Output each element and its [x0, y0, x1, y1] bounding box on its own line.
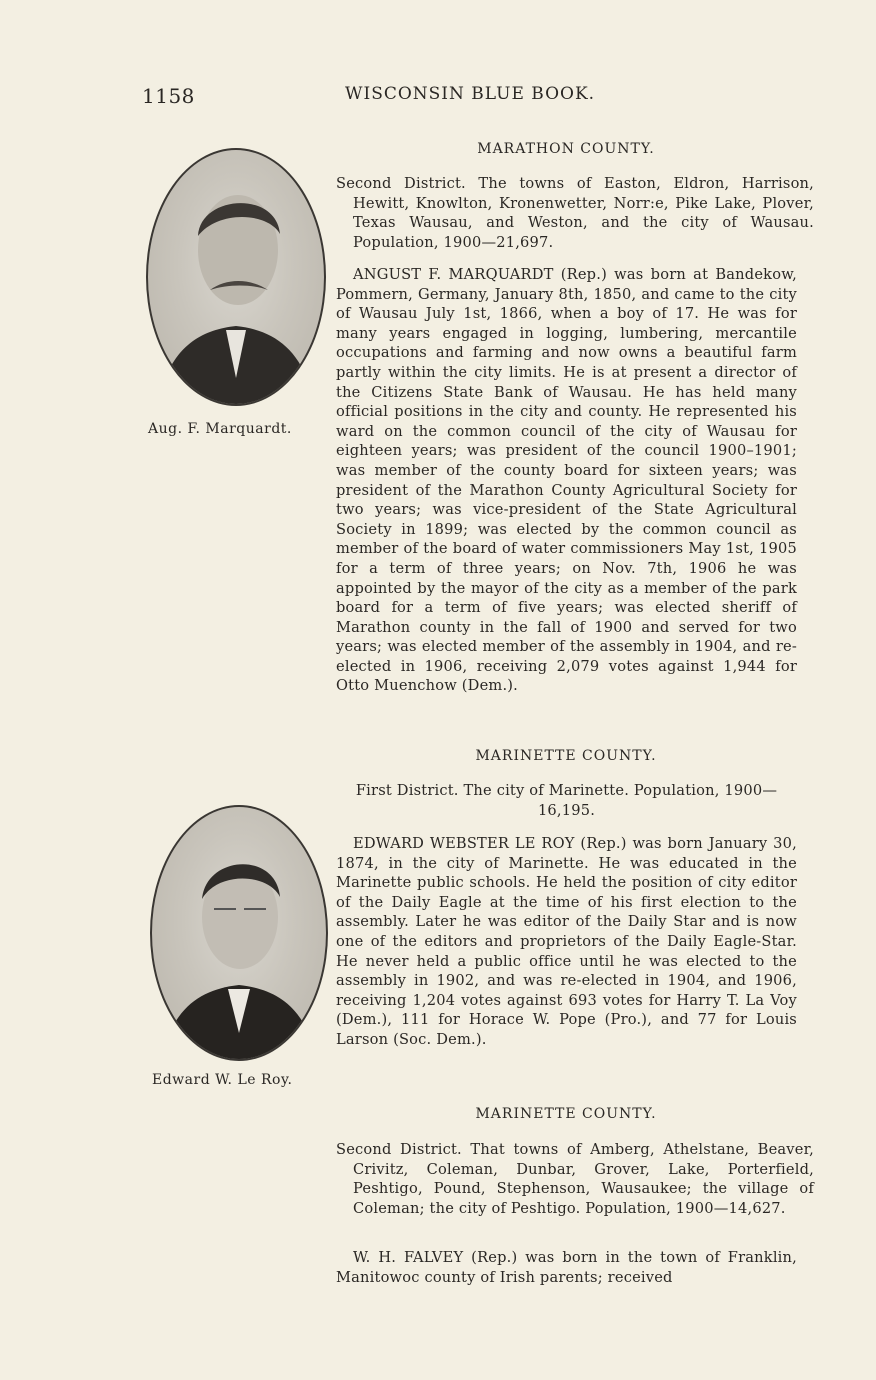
- portrait-caption: Edward W. Le Roy.: [152, 1072, 293, 1088]
- portrait-photo: [146, 148, 326, 406]
- biography-paragraph: ANGUST F. MARQUARDT (Rep.) was born at Bandekow, Pommern, Germany, January 8th, 1850, and came to the city of Wausau July 1st, 1866, when a boy of 17. He was for many years engaged in logging, lumbering, mercantile occupations and farming and now owns a beautiful farm partly within the city limits. He is at present a director of the Citizens State Bank of Wausau. He has held many official positions in the city and county. He represented his ward on the common council of the city of Wausau for eighteen years; was president of the council 1900–1901; was member of the county board for sixteen years; was president of the Marathon County Agricultural Society for two years; was vice-president of the State Agricultural Society in 1899; was elected by the common council as member of the board of water commissioners May 1st, 1905 for a term of three years; on Nov. 7th, 1906 he was appointed by the mayor of the city as a member of the park board for a term of five years; was elected sheriff of Marathon county in the fall of 1900 and served for two years; was elected member of the assembly in 1904, and re-elected in 1906, receiving 2,079 votes against 1,944 for Otto Muenchow (Dem.).: [336, 266, 797, 695]
- biography-paragraph: EDWARD WEBSTER LE ROY (Rep.) was born January 30, 1874, in the city of Marinette. He was educated in the Marinette public schools. He held the position of city editor of the Daily Eagle at the time of his first election to the assembly. Later he was editor of the Daily Star and is now one of the editors and proprietors of the Daily Eagle-Star. He never held a public office until he was elected to the assembly in 1902, and was re-elected in 1904, and 1906, receiving 1,204 votes against 693 votes for Harry T. La Voy (Dem.), 111 for Horace W. Pope (Pro.), and 77 for Louis Larson (Soc. Dem.).: [336, 835, 797, 1048]
- district-description: Second District. That towns of Amberg, Athelstane, Beaver, Crivitz, Coleman, Dunbar, Grover, Lake, Porterfield, Peshtigo, Pound, Stephenson, Wausaukee; the village of Coleman; the city of Peshtigo. Population, 1900—14,627.: [336, 1141, 814, 1217]
- portrait-photo: [150, 805, 328, 1061]
- county-heading: MARINETTE COUNTY.: [475, 1106, 657, 1122]
- county-heading: MARINETTE COUNTY.: [475, 748, 657, 764]
- district-description: Second District. The towns of Easton, Eldron, Harrison, Hewitt, Knowlton, Kronenwetter, Norr:e, Pike Lake, Plover, Texas Wausau, and Weston, and the city of Wausau. Population, 1900—21,697.: [336, 175, 814, 251]
- county-heading: MARATHON COUNTY.: [477, 141, 655, 157]
- district-description: First District. The city of Marinette. Population, 1900—16,195.: [355, 782, 778, 819]
- running-head: WISCONSIN BLUE BOOK.: [345, 84, 596, 104]
- portrait-caption: Aug. F. Marquardt.: [148, 421, 292, 437]
- page-number: 1158: [142, 84, 195, 108]
- biography-paragraph: W. H. FALVEY (Rep.) was born in the town of Franklin, Manitowoc county of Irish parents; received: [336, 1249, 797, 1286]
